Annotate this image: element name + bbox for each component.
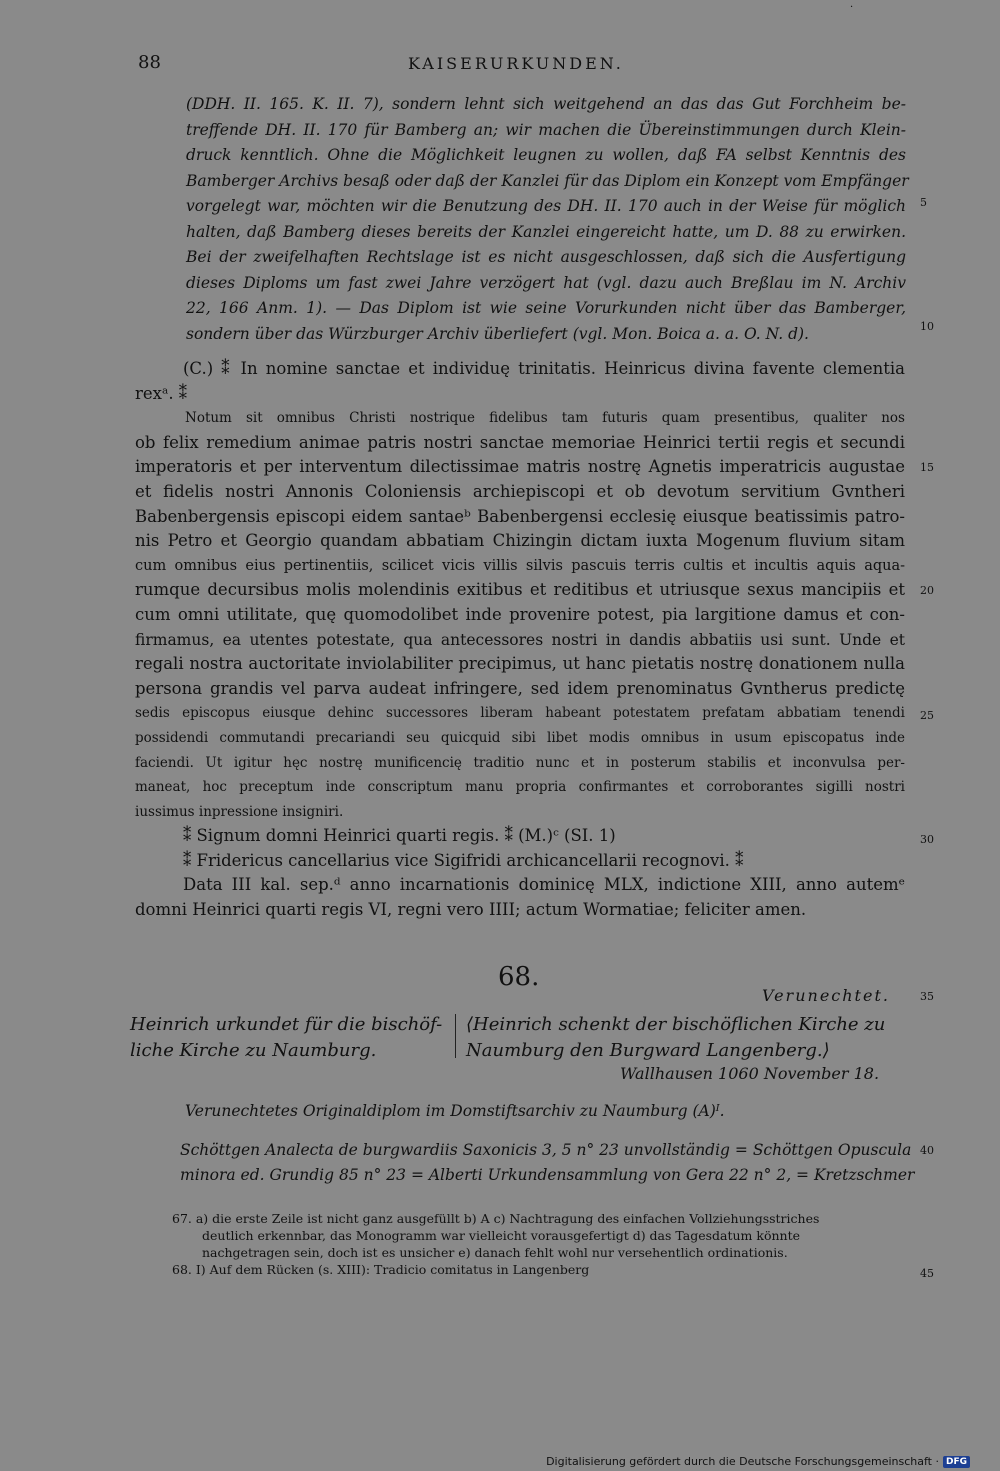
document-title-right (466, 1012, 902, 1064)
intro-line: 22, 166 Anm. 1). — Das Diplom ist wie seine Vorurkunden nicht über das Bamberger, (186, 299, 906, 317)
intro-line: (DDH. II. 165. K. II. 7), sondern lehnt sich weitgehend an das das Gut Forchheim be- (186, 95, 906, 113)
title-right-line: Naumburg den Burgward Langenberg.⟩ (466, 1040, 830, 1061)
place-date: Wallhausen 1060 November 18. (620, 1064, 880, 1083)
dfg-logo: DFG (943, 1456, 970, 1468)
charter-line: Notum sit omnibus Christi nostrique fidelibus tam futuris quam presentibus, qualiter nos (185, 410, 905, 427)
charter-line: ob felix remedium animae patris nostri sanctae memoriae Heinrici tertii regis et secundi (135, 432, 905, 452)
line-number: 10 (920, 320, 934, 333)
document-status: Verunechtet. (762, 986, 890, 1005)
charter-line: iussimus inpressione insigniri. (135, 803, 344, 820)
title-right-line: ⟨Heinrich schenkt der bischöflichen Kirche zu (466, 1014, 886, 1035)
intro-line: Bamberger Archivs besaß oder daß der Kanzlei für das Diplom ein Konzept vom Empfänger (186, 171, 909, 190)
title-left-line: Heinrich urkundet für die bischöf- (130, 1014, 443, 1035)
intro-line: treffende DH. II. 170 für Bamberg an; wir machen die Übereinstimmungen durch Klein- (186, 120, 906, 139)
line-number: 35 (920, 990, 934, 1003)
line-number: 15 (920, 461, 934, 474)
charter-line: rumque decursibus molis molendinis exitibus et reditibus et utriusque sexus mancipiis et (135, 580, 905, 600)
charter-line: persona grandis vel parva audeat infringere, sed idem prenominatus Gvntherus predictę (135, 678, 905, 698)
intro-line: halten, daß Bamberg dieses bereits der Kanzlei eingereicht hatte, um D. 88 zu erwirken. (186, 222, 906, 241)
edition-line: minora ed. Grundig 85 n° 23 = Alberti Urkundensammlung von Gera 22 n° 2, = Kretzschmer (180, 1166, 915, 1184)
tradition-note: Verunechtetes Originaldiplom im Domstiftsarchiv zu Naumburg (A)ᴵ. (185, 1102, 725, 1120)
charter-line: domni Heinrici quarti regis VI, regni vero IIII; actum Wormatiae; feliciter amen. (135, 900, 807, 920)
charter-line: Babenbergensis episcopi eidem santaeᵇ Babenbergensi ecclesię eiusque beatissimis patro- (135, 506, 905, 526)
line-number: 5 (920, 196, 927, 209)
title-left-line: liche Kirche zu Naumburg. (130, 1040, 377, 1061)
charter-line: (C.) ⁑ In nomine sanctae et individuę trinitatis. Heinricus divina favente clementia (183, 359, 905, 378)
corner-mark: · (850, 2, 854, 13)
charter-line: faciendi. Ut igitur hęc nostrę munificencię traditio nunc et in posterum stabilis et inconvulsa per- (135, 754, 905, 771)
title-divider (455, 1014, 456, 1058)
charter-line: nis Petro et Georgio quandam abbatiam Chizingin dictam iuxta Mogenum fluvium sitam (135, 531, 905, 551)
footnote-line: nachgetragen sein, doch ist es unsicher e) danach fehlt wohl nur versehentlich ordinationis. (202, 1245, 788, 1260)
charter-line: Data III kal. sep.ᵈ anno incarnationis dominicę MLX, indictione XIII, anno autemᵉ (183, 875, 905, 895)
footnote-line: 68. I) Auf dem Rücken (s. XIII): Tradicio comitatus in Langenberg (172, 1262, 590, 1277)
edition-line: Schöttgen Analecta de burgwardiis Saxonicis 3, 5 n° 23 unvollständig = Schöttgen Opuscula (180, 1141, 912, 1159)
running-title: KAISERURKUNDEN. (408, 54, 624, 73)
intro-line: Bei der zweifelhaften Rechtslage ist es nicht ausgeschlossen, daß sich die Ausfertigung (186, 248, 906, 266)
charter-line: imperatoris et per interventum dilectissimae matris nostrę Agnetis imperatricis augustae (135, 457, 905, 477)
charter-line: et fidelis nostri Annonis Coloniensis archiepiscopi et ob devotum servitium Gvntheri (135, 481, 905, 501)
document-title-left (130, 1012, 450, 1064)
line-number: 45 (920, 1267, 934, 1280)
introduction-paragraph (186, 92, 909, 347)
charter-line: firmamus, ea utentes potestate, qua antecessores nostri in dandis abbatiis usi sunt. Unde et (135, 630, 905, 649)
line-number: 40 (920, 1144, 934, 1157)
line-number: 30 (920, 833, 934, 846)
footer-text: Digitalisierung gefördert durch die Deutsche Forschungsgemeinschaft · (546, 1455, 939, 1468)
document-number: 68. (498, 962, 540, 992)
footnote-line: 67. a) die erste Zeile ist nicht ganz ausgefüllt b) A c) Nachtragung des einfachen Vollziehungsstriches (172, 1211, 820, 1226)
intro-line: vorgelegt war, möchten wir die Benutzung des DH. II. 170 auch in der Weise für möglich (186, 197, 906, 215)
digitization-footer (546, 1455, 970, 1468)
charter-line: cum omnibus eius pertinentiis, scilicet vicis villis silvis pascuis terris cultis et incultis aquis aqua- (135, 557, 905, 574)
charter-line: possidendi commutandi precariandi seu quicquid sibi libet modis omnibus in usum episcopatus inde (135, 729, 905, 746)
charter-line: rexᵃ. ⁑ (135, 383, 188, 403)
charter-text (135, 357, 905, 923)
charter-line: ⁑ Fridericus cancellarius vice Sigifridi archicancellarii recognovi. ⁑ (183, 850, 744, 870)
footnote-line: deutlich erkennbar, das Monogramm war vielleicht vorausgefertigt d) das Tagesdatum könnte (202, 1228, 800, 1243)
editions-list (180, 1138, 915, 1188)
intro-line: druck kenntlich. Ohne die Möglichkeit leugnen zu wollen, daß FA selbst Kenntnis des (186, 146, 906, 164)
charter-line: regali nostra auctoritate inviolabiliter precipimus, ut hanc pietatis nostrę donationem nulla (135, 654, 905, 674)
page-number: 88 (138, 52, 161, 73)
charter-line: ⁑ Signum domni Heinrici quarti regis. ⁑ (M.)ᶜ (SI. 1) (183, 826, 616, 846)
intro-line: dieses Diploms um fast zwei Jahre verzögert hat (vgl. dazu auch Breßlau im N. Archiv (186, 273, 906, 292)
line-number: 20 (920, 584, 934, 597)
footnotes (172, 1210, 902, 1278)
line-number: 25 (920, 709, 934, 722)
intro-line: sondern über das Würzburger Archiv überliefert (vgl. Mon. Boica a. a. O. N. d). (186, 324, 809, 343)
charter-line: sedis episcopus eiusque dehinc successores liberam habeant potestatem prefatam abbatiam tenendi (135, 705, 905, 722)
charter-line: cum omni utilitate, quę quomodolibet inde provenire potest, pia largitione damus et con- (135, 604, 905, 624)
charter-line: maneat, hoc preceptum inde conscriptum manu propria confirmantes et corroborantes sigilli nostri (135, 779, 905, 796)
